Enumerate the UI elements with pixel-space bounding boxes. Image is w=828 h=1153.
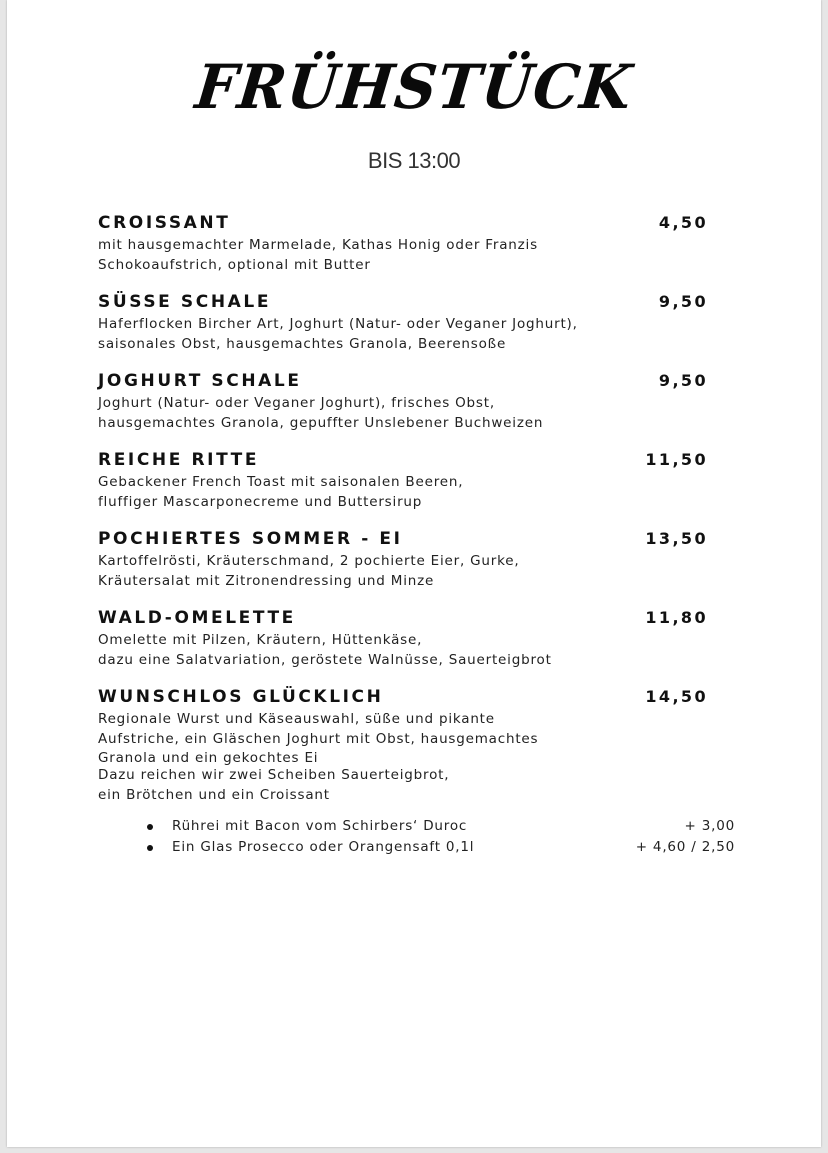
menu-item	[98, 449, 718, 512]
menu-item-description: Kartoffelrösti, Kräuterschmand, 2 pochierte Eier, Gurke, Kräutersalat mit Zitronendressing und Minze	[98, 553, 520, 589]
menu-item-price: 9,50	[658, 292, 708, 311]
menu-item	[98, 291, 718, 354]
page-subtitle: BIS 13:00	[367, 148, 461, 173]
extra-item-label: Ein Glas Prosecco oder Orangensaft 0,1l	[172, 839, 475, 855]
menu-page	[7, 0, 821, 1147]
extras-list	[147, 816, 735, 858]
menu-item-name: WUNSCHLOS GLÜCKLICH	[98, 687, 384, 707]
bullet-icon	[147, 824, 153, 830]
menu-item-name: SÜSSE SCHALE	[98, 292, 272, 312]
menu-item-description: Omelette mit Pilzen, Kräutern, Hüttenkäse, dazu eine Salatvariation, geröstete Walnüsse, Sauerteigbrot	[98, 632, 552, 668]
menu-item	[98, 528, 718, 591]
menu-item	[98, 607, 718, 670]
menu-item-name: REICHE RITTE	[98, 450, 260, 470]
menu-item-description: Joghurt (Natur- oder Veganer Joghurt), frisches Obst, hausgemachtes Granola, gepuffter Unslebener Buchweizen	[98, 395, 544, 431]
page-title: FRÜHSTÜCK	[192, 51, 636, 123]
menu-item-price: 11,50	[645, 450, 708, 469]
menu-item	[98, 212, 718, 275]
extra-item-label: Rührei mit Bacon vom Schirbers‘ Duroc	[172, 818, 468, 834]
menu-item-description: Haferflocken Bircher Art, Joghurt (Natur- oder Veganer Joghurt), saisonales Obst, hausgemachtes Granola, Beerensoße	[98, 316, 578, 352]
menu-item-name: POCHIERTES SOMMER - EI	[98, 529, 403, 549]
menu-item-description: mit hausgemachter Marmelade, Kathas Honig oder Franzis Schokoaufstrich, optional mit Butter	[98, 237, 538, 273]
menu-item-name: JOGHURT SCHALE	[98, 371, 302, 391]
extra-item-price: + 4,60 / 2,50	[635, 839, 735, 855]
menu-item	[98, 370, 718, 433]
menu-item-price: 4,50	[658, 213, 708, 232]
menu-item-price: 13,50	[645, 529, 708, 548]
menu-item-price: 14,50	[645, 687, 708, 706]
menu-item-name: WALD-OMELETTE	[98, 608, 296, 628]
extra-item	[147, 816, 735, 837]
menu-item	[98, 686, 718, 769]
accompaniment-note: Dazu reichen wir zwei Scheiben Sauerteigbrot, ein Brötchen und ein Croissant	[98, 767, 450, 803]
menu-item-price: 9,50	[658, 371, 708, 390]
bullet-icon	[147, 845, 153, 851]
extra-item-price: + 3,00	[684, 818, 735, 834]
menu-item-price: 11,80	[645, 608, 708, 627]
extra-item	[147, 837, 735, 858]
menu-item-name: CROISSANT	[98, 213, 231, 233]
menu-item-description: Gebackener French Toast mit saisonalen Beeren, fluffiger Mascarponecreme und Buttersirup	[98, 474, 464, 510]
menu-item-description: Regionale Wurst und Käseauswahl, süße und pikante Aufstriche, ein Gläschen Joghurt mit Obst, hausgemachtes Granola und ein gekochtes Ei	[98, 711, 539, 766]
menu-items-list	[98, 212, 718, 785]
